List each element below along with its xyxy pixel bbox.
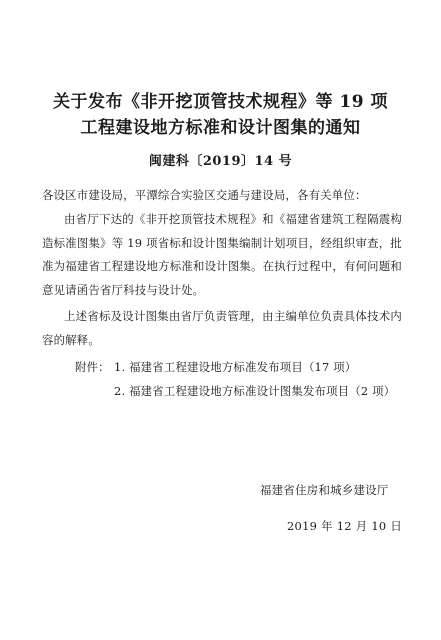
- body-paragraph-2: 上述省标及设计图集由省厅负责管理，由主编单位负责具体技术内容的解释。: [42, 309, 402, 347]
- document-number: 闽建科〔2019〕14 号: [148, 154, 293, 169]
- document-title-line1: 关于发布《非开挖顶管技术规程》等 19 项: [53, 92, 388, 112]
- attachment-item-1: 1. 福建省工程建设地方标准发布项目（17 项）: [114, 360, 357, 374]
- issuing-organization: 福建省住房和城乡建设厅: [260, 483, 389, 497]
- salutation: 各设区市建设局，平潭综合实验区交通与建设局，各有关单位：: [42, 188, 367, 202]
- document-title-line2: 工程建设地方标准和设计图集的通知: [80, 118, 361, 138]
- issue-date: 2019 年 12 月 10 日: [287, 519, 403, 533]
- attachments-label: 附件：: [75, 360, 110, 374]
- body-paragraph-1: 由省厅下达的《非开挖顶管技术规程》和《福建省建筑工程隔震构造标准图集》等 19 项省标和设计图集编制计划项目，经组织审查，批准为福建省工程建设地方标准和设计图集。在执行过程中，有何问题和意见请函告省厅科技与设计处。: [42, 212, 402, 297]
- attachment-item-2: 2. 福建省工程建设地方标准设计图集发布项目（2 项）: [114, 384, 396, 398]
